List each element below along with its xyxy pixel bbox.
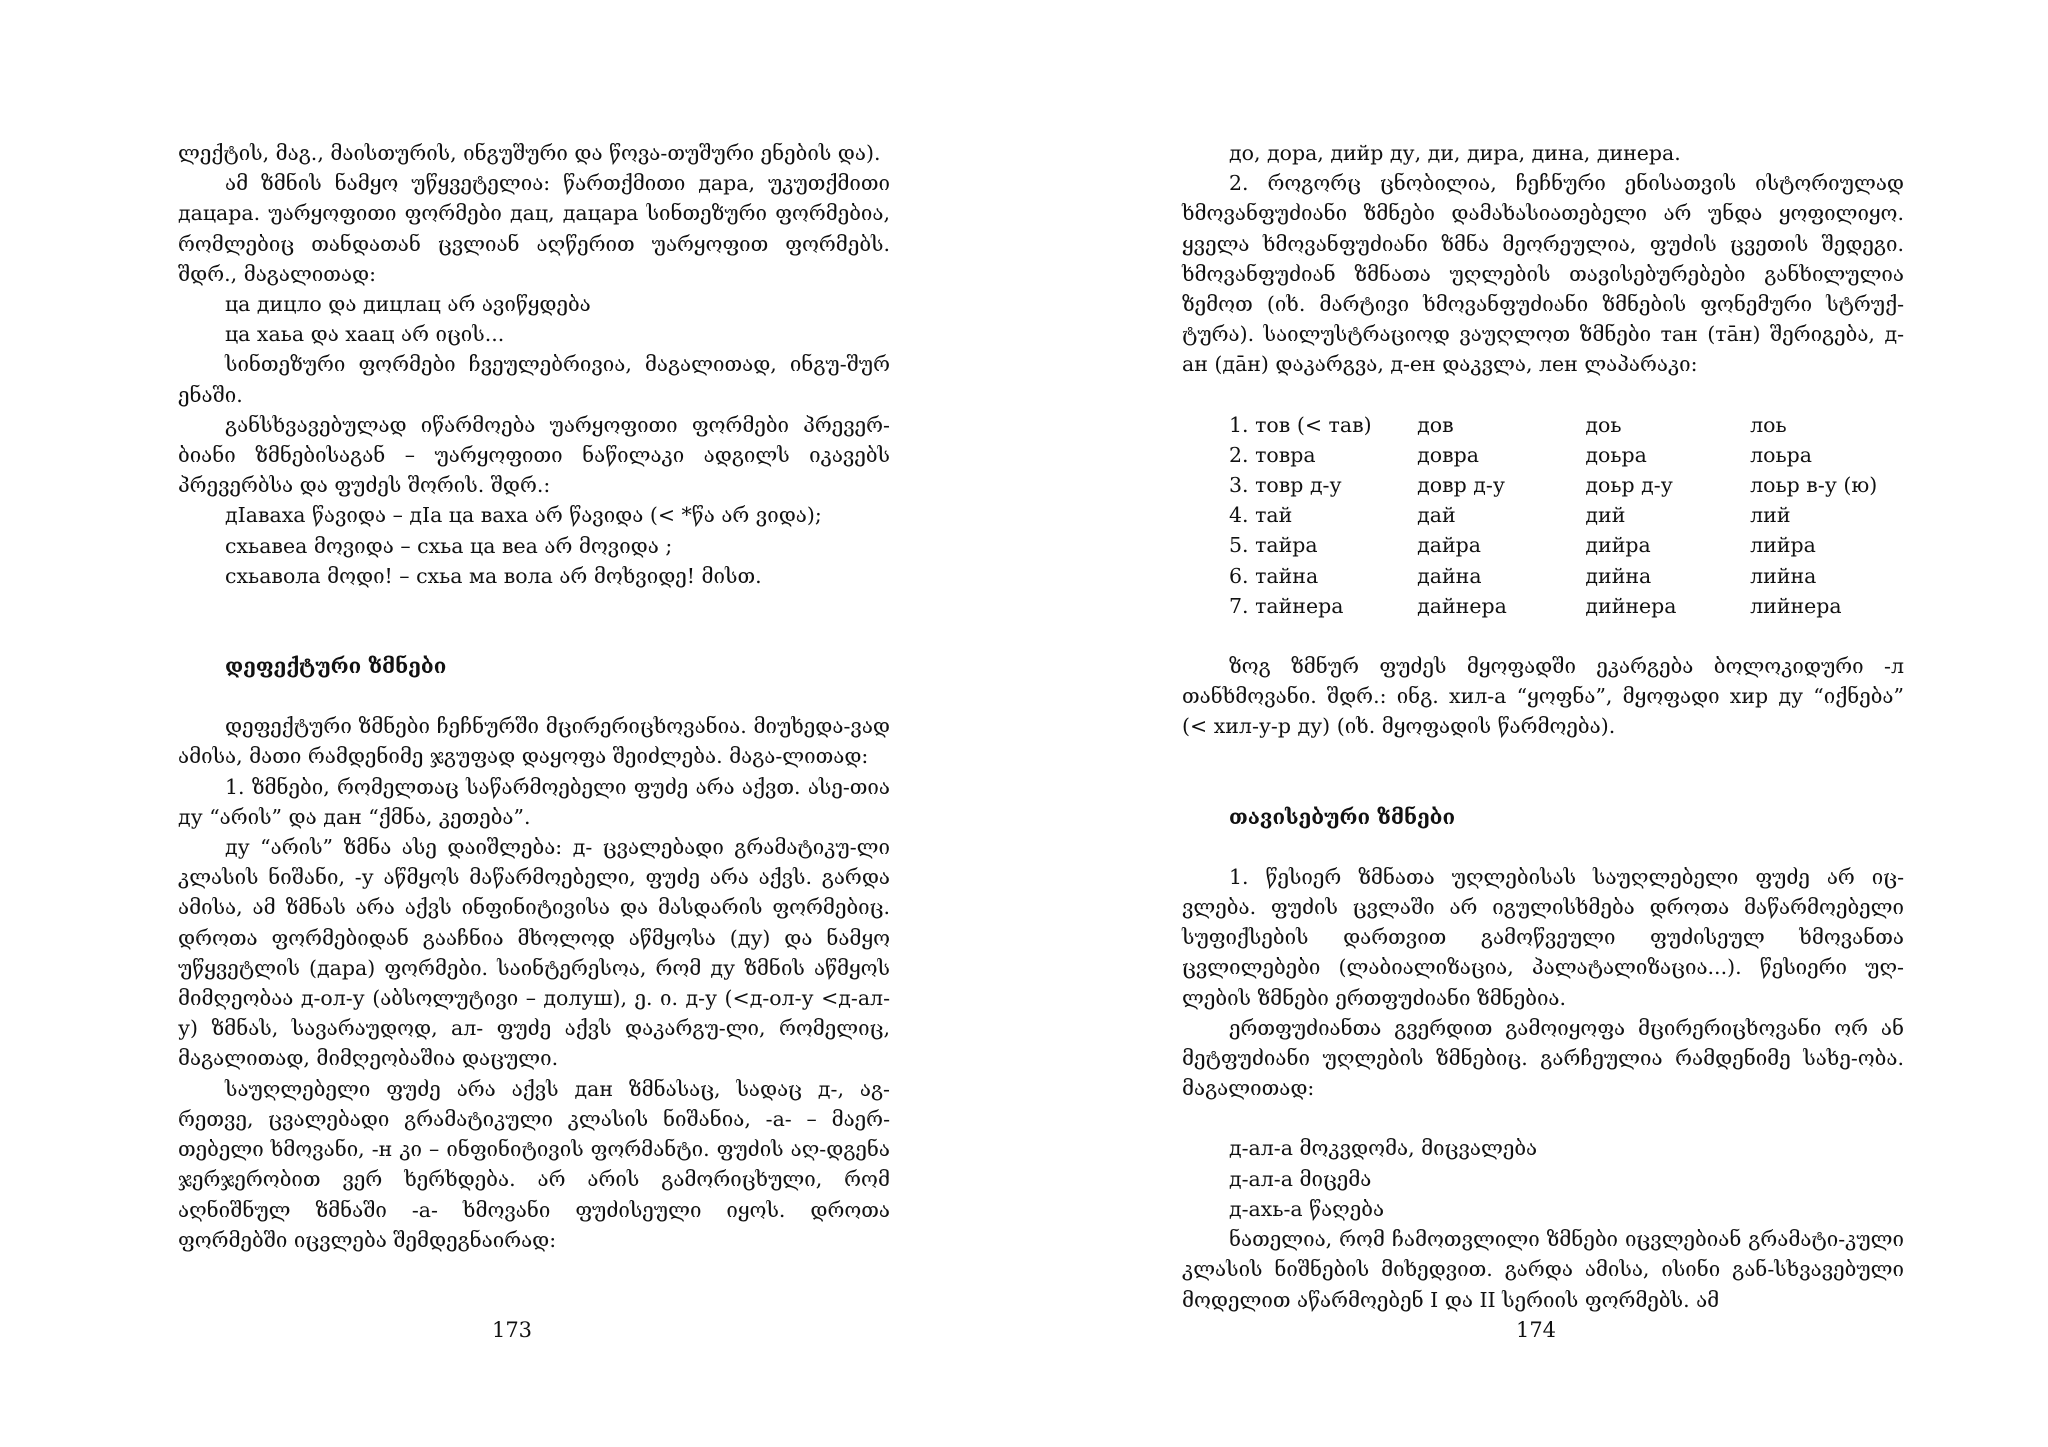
table-cell: 2. товра [1229, 442, 1316, 467]
table-cell: дайна [1417, 563, 1482, 588]
table-row [1229, 410, 1904, 440]
right-page [1024, 0, 2048, 1447]
table-cell: 1. тов (< тав) [1229, 412, 1372, 437]
table-cell: дийнера [1585, 593, 1677, 618]
table-cell: доь [1585, 412, 1622, 437]
table-row [1229, 500, 1904, 530]
table-cell: лийра [1750, 533, 1816, 558]
table-cell: лоьра [1750, 442, 1813, 467]
example-line: дIаваха წავიდა – дIа ца ваха არ წავიდა (< *წა არ ვიდა); [225, 503, 822, 528]
table-row [1229, 561, 1904, 591]
paragraph: 1. ზმნები, რომელთაც საწარმოებელი ფუძე არა აქვთ. ასე-თია ду “არის” და дан “ქმნა, კეთება”. [178, 774, 890, 829]
page-number: 174 [1515, 1318, 1557, 1342]
continued-paragraph: ლექტის, მაგ., მაისთურის, ინგუშური და წოვა-თუშური ენების და). [178, 141, 881, 165]
paragraph: სინთეზური ფორმები ჩვეულებრივია, მაგალითად, ინგუ-შურ ენაში. [178, 352, 890, 407]
page-number: 173 [491, 1318, 533, 1342]
table-cell: лийна [1750, 563, 1817, 588]
paragraph: ნათელია, რომ ჩამოთვლილი ზმნები იცვლებიან გრამატი-კული კლასის ნიშნების მიხედვით. გარდა ამისა, ისინი გან-სხვავებული მოდელით აწარმოებენ I და II სერიის ფორმებს. ამ [1182, 1227, 1904, 1312]
paragraph: საუღლებელი ფუძე არა აქვს дан ზმნასაც, სადაც д-, აგ-რეთვე, ცვალებადი გრამატიკული კლასის ნიშანია, -а- – მაერ-თებელი ხმოვანი, -н კი – ინფინიტივის ფორმანტი. ფუძის აღ-დგენა ჯერჯერობით ვერ ხერხდება. არ არის გამორიცხული, რომ აღნიშნულ ზმნაში -а- ხმოვანი ფუძისეული იყოს. დროთა ფორმებში იცვლება შემდეგნაირად: [178, 1076, 890, 1252]
paragraph: 1. წესიერ ზმნათა უღლებისას საუღლებელი ფუძე არ იც-ვლება. ფუძის ცვლაში არ იგულისხმება დროთა მაწარმოებელი სუფიქსების დართვით გამოწვეული ფუძისეულ ხმოვანთა ცვლილებები (ლაბიალიზაცია, პალატალიზაცია...). წესიერი უღ-ლების ზმნები ერთფუძიანი ზმნებია. [1182, 864, 1904, 1010]
section-heading: თავისებური ზმნები [1229, 804, 1456, 829]
table-cell: 4. тай [1229, 503, 1293, 528]
table-row [1229, 530, 1904, 560]
table-cell: лоьр в-у (ю) [1750, 473, 1878, 498]
example-line: д-ахь-а წაღება [1229, 1196, 1385, 1221]
paragraph: ზოგ ზმნურ ფუძეს მყოფადში ეკარგება ბოლოკიდური -л თანხმოვანი. შდრ.: ინგ. хил-а “ყოფნა”, მყოფადი хир ду “იქნება” (< хил-у-р ду) (იხ. მყოფადის წარმოება). [1182, 654, 1904, 739]
table-cell: 6. тайна [1229, 563, 1319, 588]
paragraph: 2. როგორც ცნობილია, ჩეჩნური ენისათვის ისტორიულად ხმოვანფუძიანი ზმნები დამახასიათებელი არ უნდა ყოფილიყო. ყველა ხმოვანფუძიანი ზმნა მეორეულია, ფუძის ცვეთის შედეგი. ხმოვანფუძიან ზმნათა უღლების თავისებურებები განხილულია ზემოთ (იხ. მარტივი ხმოვანფუძიანი ზმნების ფონემური სტრუქ-ტურა). საილუსტრაციოდ ვაუღლოთ ზმნები тан (тāн) შერიგება, д-ан (дāн) დაკარგვა, д-ен დაკვლა, лен ლაპარაკი: [1182, 171, 1904, 377]
section-heading: დეფექტური ზმნები [225, 654, 447, 679]
example-line: схьавеа მოვიდა – схьа ца веа არ მოვიდა ; [225, 533, 673, 558]
table-cell: дий [1585, 503, 1626, 528]
table-cell: дийра [1585, 533, 1651, 558]
example-line: ца хаьа და хаац არ იცის... [225, 322, 505, 347]
table-cell: лий [1750, 503, 1791, 528]
table-cell: дийна [1585, 563, 1652, 588]
table-cell: дай [1417, 503, 1456, 528]
right-text-column [1182, 138, 1904, 1315]
conjugation-table [1229, 410, 1904, 621]
example-line: ца дицло და дицлац არ ავიწყდება [225, 292, 591, 317]
table-cell: доьр д-у [1585, 473, 1673, 498]
table-row [1229, 470, 1904, 500]
table-cell: доьра [1585, 442, 1647, 467]
left-text-column [178, 138, 890, 1255]
example-line: д-ал-а მიცემა [1229, 1166, 1372, 1191]
table-cell: довр д-у [1417, 473, 1505, 498]
continued-line: до, дора, дийр ду, ди, дира, дина, динера. [1229, 141, 1681, 165]
table-cell: дов [1417, 412, 1454, 437]
table-row [1229, 591, 1904, 621]
table-cell: дайнера [1417, 593, 1507, 618]
example-line: д-ал-а მოკვდომა, მიცვალება [1229, 1136, 1538, 1161]
paragraph: დეფექტური ზმნები ჩეჩნურში მცირერიცხოვანია. მიუხედა-ვად ამისა, მათი რამდენიმე ჯგუფად დაყოფა შეიძლება. მაგა-ლითად: [178, 714, 890, 769]
table-row [1229, 440, 1904, 470]
table-cell: 7. тайнера [1229, 593, 1344, 618]
table-cell: лоь [1750, 412, 1787, 437]
example-line: схьавола მოდი! – схьа ма вола არ მოხვიდე! მისთ. [225, 563, 762, 588]
paragraph: ამ ზმნის ნამყო უწყვეტელია: წართქმითი дара, უკუთქმითი дацара. უარყოფითი ფორმები дац, дацара სინთეზური ფორმებია, რომლებიც თანდათან ცვლიან აღწერით უარყოფით ფორმებს. შდრ., მაგალითად: [178, 171, 890, 286]
table-cell: 3. товр д-у [1229, 473, 1342, 498]
paragraph: ду “არის” ზმნა ასე დაიშლება: д- ცვალებადი გრამატიკუ-ლი კლასის ნიშანი, -у აწმყოს მაწარმოებელი, ფუძე არა აქვს. გარდა ამისა, ამ ზმნას არა აქვს ინფინიტივისა და მასდარის ფორმებიც. დროთა ფორმებიდან გააჩნია მხოლოდ აწმყოსა (ду) და ნამყო უწყვეტლის (дара) ფორმები. საინტერესოა, რომ ду ზმნის აწმყოს მიმღეობაა д-ол-у (აბსოლუტივი – долуш), ე. ი. д-у (<д-ол-у <д-ал-у) ზმნას, სავარაუდოდ, ал- ფუძე აქვს დაკარგუ-ლი, რომელიც, მაგალითად, მიმღეობაშია დაცული. [178, 835, 890, 1071]
paragraph: ერთფუძიანთა გვერდით გამოიყოფა მცირერიცხოვანი ორ ან მეტფუძიანი უღლების ზმნებიც. გარჩეულია რამდენიმე სახე-ობა. მაგალითად: [1182, 1015, 1904, 1101]
table-cell: лийнера [1750, 593, 1842, 618]
paragraph: განსხვავებულად იწარმოება უარყოფითი ფორმები პრევერ-ბიანი ზმნებისაგან – უარყოფითი ნაწილაკი ადგილს იკავებს პრევერბსა და ფუძეს შორის. შდრ.: [178, 412, 890, 498]
table-cell: дайра [1417, 533, 1482, 558]
table-cell: 5. тайра [1229, 533, 1318, 558]
table-cell: довра [1417, 442, 1480, 467]
